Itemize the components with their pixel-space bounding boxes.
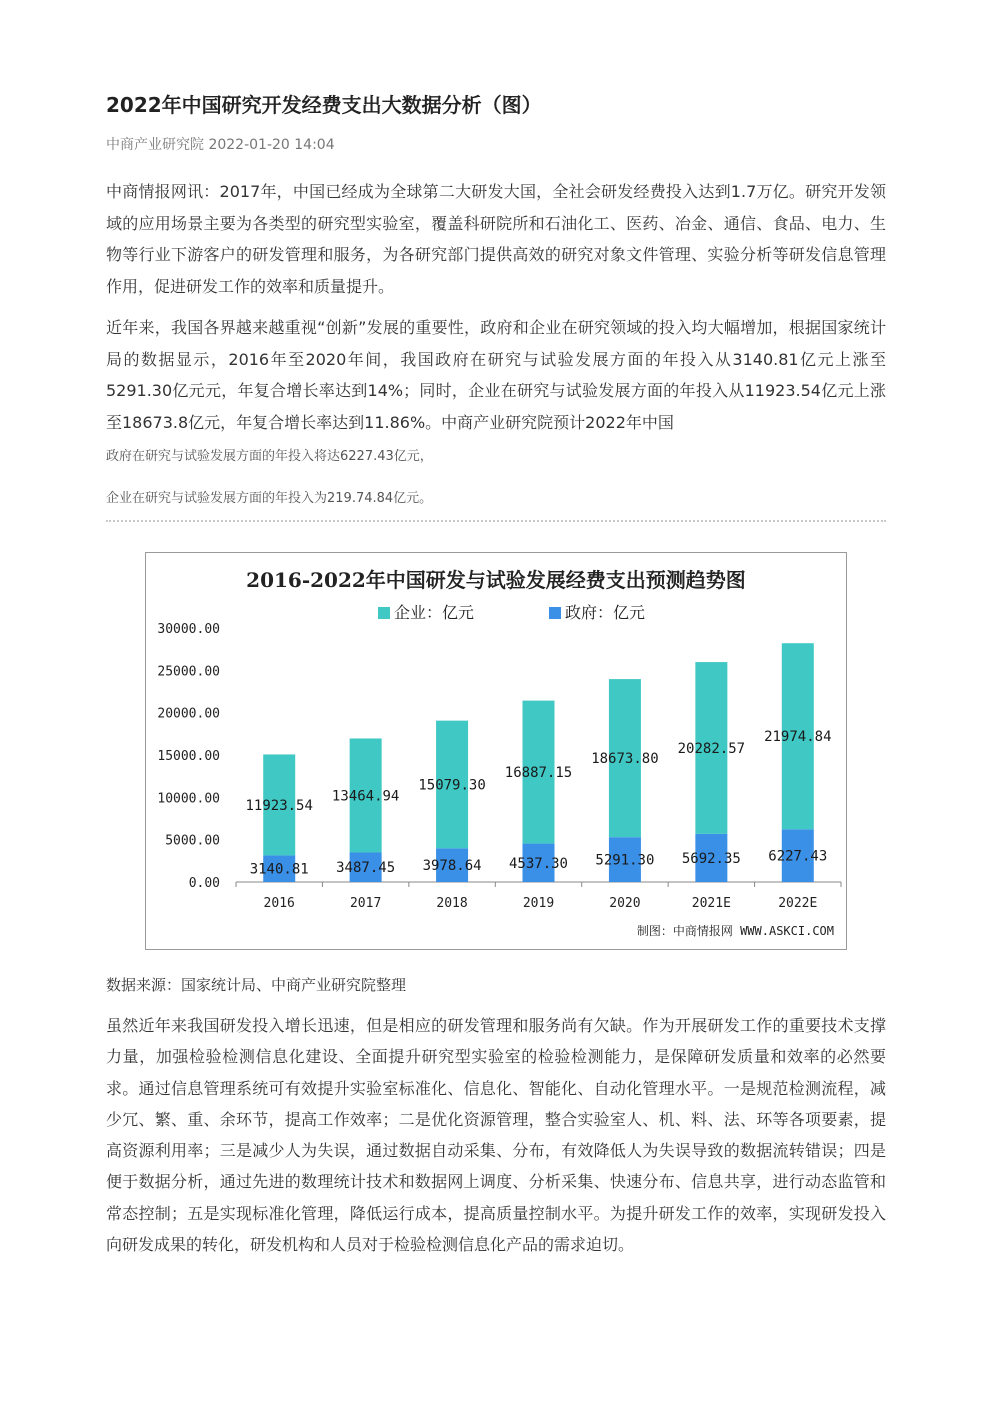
chart-container xyxy=(145,552,847,950)
x-tick-label: 2022E xyxy=(778,896,818,911)
y-tick-label: 10000.00 xyxy=(157,791,220,807)
data-label-enterprise: 11923.54 xyxy=(245,797,313,814)
y-tick-label: 20000.00 xyxy=(157,706,220,722)
y-tick-label: 30000.00 xyxy=(157,622,220,637)
article-header xyxy=(106,88,886,522)
data-label-government: 3140.81 xyxy=(249,861,309,878)
y-tick-label: 0.00 xyxy=(188,876,220,891)
data-label-government: 6227.43 xyxy=(768,848,828,865)
legend-label: 企业：亿元 xyxy=(394,603,475,622)
forecast-note-enterprise: 企业在研究与试验发展方面的年投入为219.74.84亿元。 xyxy=(106,491,433,506)
chart-title: 2016-2022年中国研发与试验发展经费支出预测趋势图 xyxy=(246,568,746,592)
data-label-enterprise: 16887.15 xyxy=(504,765,573,782)
data-label-government: 5692.35 xyxy=(681,850,741,867)
chart-credit: 制图：中商情报网 WWW.ASKCI.COM xyxy=(636,924,834,938)
x-tick-label: 2018 xyxy=(436,896,468,911)
x-tick-label: 2016 xyxy=(263,896,295,911)
article-body xyxy=(106,1010,886,1260)
legend-swatch xyxy=(549,607,561,619)
data-label-enterprise: 15079.30 xyxy=(418,777,486,794)
x-tick-label: 2021E xyxy=(691,896,731,911)
article-meta: 中商产业研究院 2022-01-20 14:04 xyxy=(106,137,335,153)
y-tick-label: 25000.00 xyxy=(157,664,220,680)
data-label-government: 5291.30 xyxy=(595,852,655,869)
x-tick-label: 2019 xyxy=(522,896,555,911)
data-label-government: 3487.45 xyxy=(336,860,396,877)
article-title: 2022年中国研究开发经费支出大数据分析（图） xyxy=(106,93,542,117)
data-label-government: 3978.64 xyxy=(422,858,482,875)
data-label-enterprise: 21974.84 xyxy=(764,729,832,746)
forecast-note-government: 政府在研究与试验发展方面的年投入将达6227.43亿元， xyxy=(106,449,433,464)
y-tick-label: 15000.00 xyxy=(157,749,220,764)
y-tick-label: 5000.00 xyxy=(165,833,220,849)
data-label-enterprise: 13464.94 xyxy=(331,788,400,805)
legend-label: 政府：亿元 xyxy=(565,603,646,622)
paragraph-analysis: 虽然近年来我国研发投入增长迅速，但是相应的研发管理和服务尚有欠缺。作为开展研发工作的重要技术支撑力量，加强检验检测信息化建设、全面提升研究型实验室的检验检测能力，是保障研发质量和效率的必然要求。通过信息管理系统可有效提升实验室标准化、信息化、智能化、自动化管理水平。一是规范检测流程，减少冗、繁、重、余环节，提高工作效率；二是优化资源管理，整合实验室人、机、料、法、环等各项要素，提高资源利用率；三是减少人为失误，通过数据自动采集、分布，有效降低人为失误导致的数据流转错误；四是便于数据分析，通过先进的数理统计技术和数据网上调度、分析采集、快速分布、信息共享，进行动态监管和常态控制；五是实现标准化管理，降低运行成本，提高质量控制水平。为提升研发工作的效率，实现研发投入向研发成果的转化，研发机构和人员对于检验检测信息化产品的需求迫切。 xyxy=(106,1016,886,1255)
stacked-bar-chart xyxy=(146,553,846,949)
legend-swatch xyxy=(378,607,390,619)
paragraph-investment: 近年来，我国各界越来越重视“创新”发展的重要性，政府和企业在研究领域的投入均大幅增加，根据国家统计局的数据显示，2016年至2020年间，我国政府在研究与试验发展方面的年投入从3140.81亿元上涨至5291.30亿元元，年复合增长率达到14%；同时，企业在研究与试验发展方面的年投入从11923.54亿元上涨至18673.8亿元，年复合增长率达到11.86%。中商产业研究院预计2022年中国 xyxy=(106,318,886,432)
x-tick-label: 2020 xyxy=(609,896,641,911)
x-tick-label: 2017 xyxy=(349,896,382,911)
dotted-divider xyxy=(106,520,886,522)
data-label-enterprise: 20282.57 xyxy=(677,740,746,757)
data-label-government: 4537.30 xyxy=(508,855,569,872)
paragraph-intro: 中商情报网讯：2017年，中国已经成为全球第二大研发大国，全社会研发经费投入达到1.7万亿。研究开发领域的应用场景主要为各类型的研究型实验室，覆盖科研院所和石油化工、医药、冶金、通信、食品、电力、生物等行业下游客户的研发管理和服务，为各研究部门提供高效的研究对象文件管理、实验分析等研发信息管理作用，促进研发工作的效率和质量提升。 xyxy=(106,182,886,296)
data-label-enterprise: 18673.80 xyxy=(591,751,659,768)
data-source: 数据来源：国家统计局、中商产业研究院整理 xyxy=(106,976,407,994)
